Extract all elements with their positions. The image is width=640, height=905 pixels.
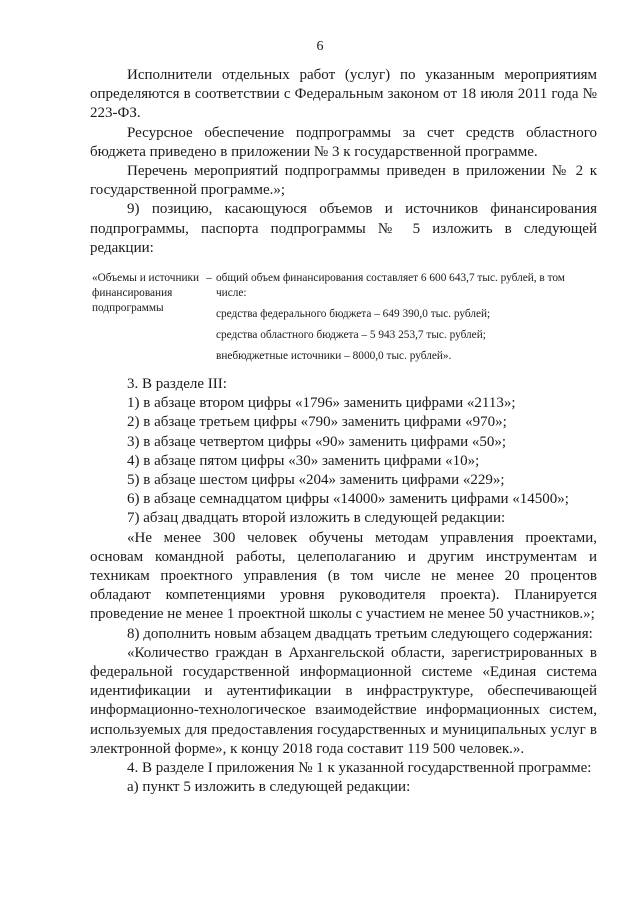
passport-total: общий объем финансирования составляет 6 600 643,7 тыс. рублей, в том числе: [216, 272, 565, 300]
section-3-heading: 3. В разделе III: [127, 376, 227, 393]
list-item: 7) абзац двадцать второй изложить в следующей редакции: [127, 510, 506, 527]
paragraph-item-9: 9) позицию, касающуюся объемов и источников финансирования подпрограммы, паспорта подпрограммы № 5 изложить в следующей редакции: [90, 201, 597, 256]
list-item: 2) в абзаце третьем цифры «790» заменить цифрами «970»; [127, 414, 507, 431]
list-item: 8) дополнить новым абзацем двадцать третьим следующего содержания: [127, 625, 593, 642]
list-item: а) пункт 5 изложить в следующей редакции: [127, 779, 411, 796]
list-item: 4) в абзаце пятом цифры «30» заменить цифрами «10»; [127, 452, 480, 469]
list-item: 1) в абзаце втором цифры «1796» заменить цифрами «2113»; [127, 395, 516, 412]
paragraph-resource-support: Ресурсное обеспечение подпрограммы за счет средств областного бюджета приведено в приложении № 3 к государственной программе. [90, 124, 597, 160]
passport-funding-table [92, 271, 597, 364]
section-4-heading: 4. В разделе I приложения № 1 к указанной государственной программе: [127, 760, 592, 777]
list-item: 5) в абзаце шестом цифры «204» заменить цифрами «229»; [127, 472, 505, 489]
list-item: 6) в абзаце семнадцатом цифры «14000» заменить цифрами «14500»; [127, 491, 569, 508]
paragraph-activities-list: Перечень мероприятий подпрограммы приведен в приложении № 2 к государственной программе.»; [90, 163, 597, 199]
paragraph-contractors: Исполнители отдельных работ (услуг) по указанным мероприятиям определяются в соответствии с Федеральным законом от 18 июля 2011 года № 223-ФЗ. [90, 67, 597, 122]
passport-federal: средства федерального бюджета – 649 390,0 тыс. рублей; [216, 308, 491, 321]
list-item: 3) в абзаце четвертом цифры «90» заменить цифрами «50»; [127, 433, 507, 450]
document-body [90, 66, 597, 798]
quote-project-training: «Не менее 300 человек обучены методам управления проектами, основам командной работы, целеполаганию и другим инструментам и техникам проектного управления (в том числе не менее 20 процентов обладают компетенциями уровня руководителя проекта). Планируется проведение не менее 1 проектной школы с участием не менее 50 участников.»; [90, 529, 597, 623]
quote-esia-users: «Количество граждан в Архангельской области, зарегистрированных в федеральной государственной информационной системе «Единая система идентификации и аутентификации в инфраструктуре, обеспечивающей информационно-технологическое взаимодействие информационных систем, используемых для предоставления государственных и муниципальных услуг в электронной форме», к концу 2018 года составит 119 500 человек.». [90, 644, 597, 757]
passport-extrabudgetary: внебюджетные источники – 8000,0 тыс. рублей». [216, 350, 452, 363]
passport-label: «Объемы и источники финансирования подпрограммы [92, 272, 200, 315]
passport-values [216, 271, 596, 364]
passport-dash: – [206, 272, 212, 285]
amendments-list [90, 375, 597, 797]
passport-regional: средства областного бюджета – 5 943 253,7 тыс. рублей; [216, 329, 486, 342]
page-number: 6 [316, 39, 324, 54]
